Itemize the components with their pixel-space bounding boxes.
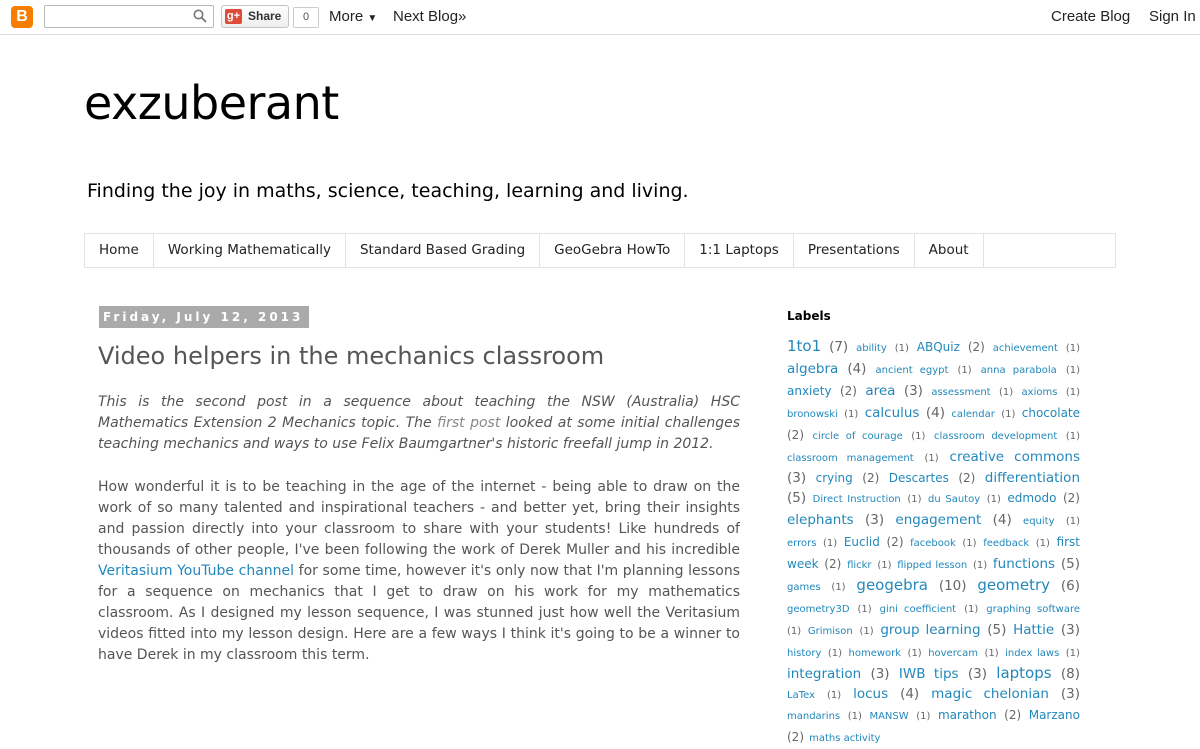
label-link[interactable]: games (787, 581, 821, 593)
label-link[interactable]: graphing software (986, 603, 1080, 615)
label-link[interactable]: creative commons (949, 448, 1080, 465)
label-count: (7) (829, 339, 849, 355)
label-item (847, 553, 891, 572)
create-blog-link[interactable]: Create Blog (1051, 8, 1131, 25)
search-box[interactable] (44, 5, 214, 28)
label-item (917, 336, 985, 355)
label-item (856, 575, 966, 594)
label-item (981, 358, 1080, 377)
page-tabs (84, 233, 1116, 268)
label-count: (1) (831, 581, 846, 593)
label-count: (1) (907, 647, 922, 659)
label-item (787, 402, 858, 421)
label-link[interactable]: Descartes (888, 471, 949, 486)
label-link[interactable]: Euclid (843, 535, 880, 550)
label-count: (1) (1065, 386, 1080, 398)
label-item (938, 704, 1021, 723)
post-intro-text-2: looked at some initial challenges teaching mechanics and ways to use Felix Baumgartner's historic freefall jump in 2012. (98, 415, 740, 452)
label-count: (4) (900, 685, 920, 702)
label-item (934, 424, 1080, 443)
label-link[interactable]: calculus (864, 404, 920, 421)
label-count: (3) (1060, 685, 1080, 702)
label-item (787, 641, 842, 660)
label-link[interactable]: ability (856, 343, 887, 354)
label-item (787, 663, 890, 682)
label-item (895, 509, 1011, 528)
label-link[interactable]: marathon (937, 708, 997, 723)
label-link[interactable]: anxiety (787, 383, 832, 398)
label-item (787, 704, 862, 723)
blogger-logo-icon[interactable]: B (11, 6, 33, 28)
google-plus-share-button[interactable] (221, 5, 289, 28)
label-item (1007, 487, 1080, 506)
label-count: (1) (984, 647, 999, 659)
dropdown-arrow-icon: ▼ (367, 13, 378, 24)
tab-geogebra-howto[interactable]: GeoGebra HowTo (540, 234, 685, 267)
label-link[interactable]: index laws (1005, 647, 1060, 659)
post-title[interactable]: Video helpers in the mechanics classroom (98, 342, 605, 370)
label-item (1013, 619, 1080, 638)
tab-presentations[interactable]: Presentations (794, 234, 915, 267)
label-item (787, 597, 872, 616)
label-link[interactable]: history (787, 647, 822, 659)
label-link[interactable]: functions (992, 556, 1056, 573)
label-item (880, 619, 1006, 638)
label-item (880, 597, 979, 616)
label-count: (5) (787, 490, 807, 507)
label-count: (1) (844, 408, 859, 420)
label-link[interactable]: feedback (983, 538, 1030, 550)
post-body-text-2: for some time, however it's only now that I'm planning lessons for a sequence on mechanics that I get to draw on his work for my mathematics classroom. As I designed my lesson sequence, I was stunned just how well the Veritasium videos fitted into my lesson design. Here are a few ways I think it's going to be a winner to have Derek in my classroom this term. (98, 563, 740, 663)
label-count: (1) (1065, 343, 1080, 354)
label-count: (1) (962, 538, 977, 550)
tab-working-mathematically[interactable]: Working Mathematically (154, 234, 346, 267)
more-menu[interactable] (329, 8, 377, 25)
label-link[interactable]: achievement (992, 343, 1058, 354)
label-count: (1) (826, 689, 842, 701)
label-count: (5) (1060, 556, 1080, 573)
label-item (993, 553, 1080, 572)
search-input[interactable] (49, 8, 189, 25)
blog-title[interactable]: exzuberant (84, 76, 339, 130)
label-link[interactable]: mandarins (787, 711, 841, 723)
label-link[interactable]: differentiation (984, 470, 1080, 487)
label-link[interactable]: crying (815, 471, 853, 486)
label-link[interactable]: facebook (910, 538, 956, 550)
label-item (865, 380, 923, 399)
label-link[interactable]: elephants (787, 512, 854, 529)
label-count: (2) (862, 471, 880, 486)
label-count: (1) (877, 560, 892, 572)
label-count: (1) (916, 711, 931, 723)
post-date-header: Friday, July 12, 2013 (99, 306, 309, 328)
label-count: (3) (787, 470, 807, 487)
label-link[interactable]: bronowski (787, 408, 838, 420)
label-item (869, 704, 930, 723)
label-link[interactable]: gini coefficient (879, 603, 957, 615)
label-count: (10) (938, 577, 967, 594)
label-item (1005, 641, 1080, 660)
sign-in-link[interactable]: Sign In (1149, 8, 1196, 25)
label-count: (4) (992, 512, 1012, 529)
label-item (813, 424, 926, 443)
label-link[interactable]: geometry (977, 575, 1051, 594)
label-link[interactable]: ancient egypt (875, 364, 949, 376)
label-count: (4) (847, 360, 867, 377)
label-count: (2) (839, 383, 857, 398)
post-intro-text: This is the second post in a sequence about teaching the NSW (Australia) HSC Mathematics Extension 2 Mechanics topic. The (98, 394, 740, 431)
label-link[interactable]: MANSW (869, 711, 909, 723)
label-count: (1) (957, 364, 972, 376)
label-link[interactable]: calendar (951, 408, 995, 420)
search-icon[interactable] (193, 9, 207, 23)
label-count: (2) (886, 535, 904, 550)
label-link[interactable]: Marzano (1028, 708, 1080, 723)
label-item (931, 683, 1080, 702)
label-link[interactable]: magic chelonian (931, 685, 1049, 702)
label-item (865, 402, 945, 421)
label-link[interactable]: homework (848, 647, 902, 659)
label-item (787, 683, 841, 702)
tab-home[interactable]: Home (85, 234, 154, 267)
label-item (808, 619, 874, 638)
label-count: (1) (823, 538, 838, 550)
tab-standard-based-grading[interactable]: Standard Based Grading (346, 234, 540, 267)
label-link[interactable]: group learning (880, 621, 981, 638)
label-link[interactable]: hovercam (928, 647, 978, 659)
veritasium-youtube-link[interactable]: Veritasium YouTube channel (98, 563, 295, 579)
post-intro (98, 392, 740, 455)
label-link[interactable]: locus (853, 685, 889, 702)
label-link[interactable]: maths activity (809, 733, 881, 745)
label-item (910, 531, 976, 550)
label-count: (1) (1035, 538, 1050, 550)
label-count: (3) (870, 665, 890, 682)
label-item (856, 336, 909, 355)
label-cloud (787, 337, 1080, 749)
label-item (977, 575, 1080, 594)
label-count: (2) (787, 427, 804, 442)
label-count: (4) (925, 404, 945, 421)
label-link[interactable]: Grimison (807, 625, 853, 637)
label-item (931, 380, 1013, 399)
label-count: (3) (864, 512, 885, 529)
label-item (889, 467, 976, 486)
label-count: (1) (924, 452, 939, 464)
label-count: (1) (857, 603, 872, 615)
label-link[interactable]: du Sautoy (928, 494, 981, 506)
label-link[interactable]: assessment (931, 386, 991, 398)
post-body (98, 477, 740, 666)
label-item (787, 509, 884, 528)
post-body-text: How wonderful it is to be teaching in the age of the internet - being able to draw on the work of so many talented and inspirational teachers - and better yet, bring their insights and passion directly into your classroom to share with your students! Like hundreds of thousands of other people, I've been following the work of Derek Muller and his incredible (98, 479, 740, 558)
label-item (875, 358, 971, 377)
label-item (809, 726, 880, 745)
label-item (897, 553, 987, 572)
label-item (787, 575, 846, 594)
first-post-link[interactable]: first post (437, 415, 501, 431)
label-count: (3) (1060, 621, 1081, 638)
label-item (899, 663, 987, 682)
label-count: (8) (1060, 665, 1080, 682)
label-item (983, 531, 1050, 550)
label-link[interactable]: flickr (847, 560, 872, 572)
label-count: (1) (911, 430, 926, 442)
label-count: (1) (907, 494, 922, 506)
label-item (816, 467, 880, 486)
label-link[interactable]: chocolate (1021, 405, 1081, 420)
label-link[interactable]: integration (787, 665, 862, 682)
google-plus-icon: g+ (226, 10, 241, 22)
label-item (813, 487, 922, 506)
label-link[interactable]: geogebra (856, 575, 928, 594)
labels-heading: Labels (787, 309, 831, 323)
share-count: 0 (293, 7, 319, 28)
label-count: (2) (1062, 491, 1080, 506)
label-count: (1) (986, 494, 1001, 506)
label-link[interactable]: area (865, 382, 896, 399)
blog-tagline: Finding the joy in maths, science, teaching, learning and living. (87, 180, 689, 202)
label-item (787, 336, 848, 355)
label-count: (1) (1065, 647, 1080, 659)
label-count: (1) (1065, 430, 1081, 442)
tab-laptops[interactable]: 1:1 Laptops (685, 234, 794, 267)
more-label: More (329, 8, 364, 25)
label-item (787, 380, 857, 399)
label-count: (1) (1065, 516, 1080, 528)
label-link[interactable]: engagement (895, 512, 982, 529)
label-count: (3) (903, 382, 923, 399)
label-item (853, 683, 919, 702)
label-link[interactable]: edmodo (1007, 491, 1057, 506)
label-count: (1) (964, 603, 979, 615)
next-blog-link[interactable]: Next Blog» (393, 8, 467, 25)
label-link[interactable]: 1to1 (787, 337, 822, 355)
label-item (1022, 380, 1080, 399)
label-link[interactable]: flipped lesson (897, 560, 968, 572)
label-link[interactable]: equity (1023, 516, 1055, 528)
label-item (993, 336, 1080, 355)
label-item (787, 446, 939, 465)
label-count: (6) (1060, 577, 1081, 594)
blogger-navbar (0, 0, 1200, 35)
label-item (928, 641, 998, 660)
label-link[interactable]: first week (787, 535, 1080, 572)
tab-about[interactable]: About (915, 234, 984, 267)
label-link[interactable]: ABQuiz (916, 340, 960, 354)
label-item (951, 402, 1015, 421)
label-link[interactable]: geometry3D (787, 603, 850, 615)
label-count: (1) (827, 647, 843, 659)
label-count: (1) (1065, 364, 1081, 376)
label-item (1023, 509, 1080, 528)
label-item (787, 531, 837, 550)
label-link[interactable]: IWB tips (898, 665, 959, 682)
label-count: (1) (787, 625, 802, 637)
label-count: (2) (824, 557, 842, 572)
label-count: (1) (894, 343, 909, 354)
label-count: (1) (998, 386, 1014, 398)
label-count: (2) (958, 471, 976, 486)
label-link[interactable]: Hattie (1013, 621, 1055, 638)
label-link[interactable]: anna parabola (980, 364, 1057, 376)
label-count: (2) (787, 730, 804, 745)
label-link[interactable]: algebra (787, 360, 839, 377)
label-item (996, 663, 1080, 682)
label-count: (2) (1004, 708, 1022, 723)
label-count: (1) (859, 625, 874, 637)
label-link[interactable]: LaTex (787, 689, 816, 701)
label-link[interactable]: axioms (1021, 386, 1058, 398)
label-link[interactable]: laptops (996, 663, 1052, 682)
label-item (849, 641, 922, 660)
label-count: (1) (972, 560, 988, 572)
label-count: (3) (967, 665, 987, 682)
label-item (844, 531, 904, 550)
label-link[interactable]: circle of courage (812, 430, 903, 442)
label-count: (1) (847, 711, 862, 723)
label-count: (2) (967, 340, 985, 354)
label-link[interactable]: errors (787, 538, 817, 550)
share-label: Share (248, 9, 282, 23)
label-link[interactable]: Direct Instruction (812, 494, 901, 506)
label-item (787, 358, 866, 377)
label-link[interactable]: classroom management (787, 452, 914, 464)
label-count: (1) (1001, 408, 1016, 420)
label-link[interactable]: classroom development (934, 430, 1058, 442)
label-count: (5) (987, 621, 1007, 638)
label-item (928, 487, 1001, 506)
